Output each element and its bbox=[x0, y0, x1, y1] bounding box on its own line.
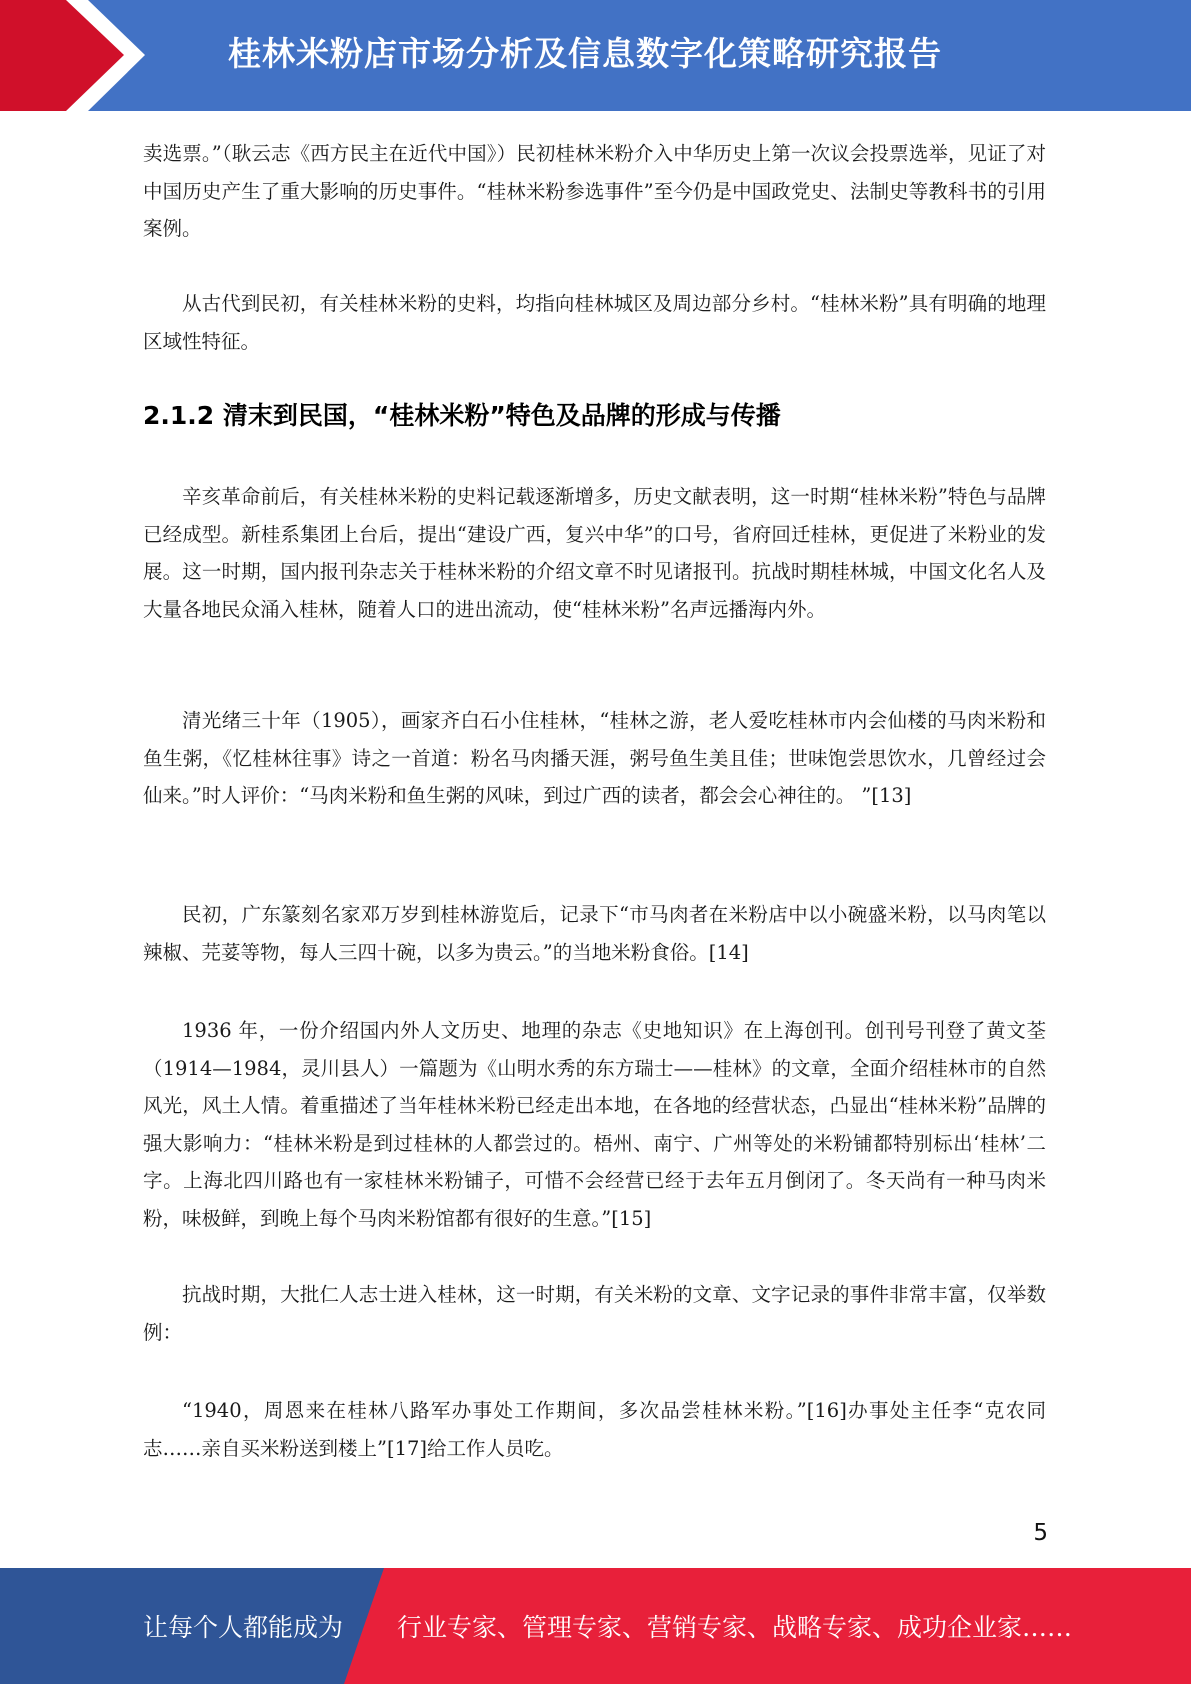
paragraph-brand-formation: 辛亥革命前后，有关桂林米粉的史料记载逐渐增多，历史文献表明，这一时期“桂林米粉”特色与品牌已经成型。新桂系集团上台后，提出“建设广西，复兴中华”的口号，省府回迁桂林，更促进了米粉业的发展。这一时期，国内报刊杂志关于桂林米粉的介绍文章不时见诸报刊。抗战时期桂林城，中国文化名人及大量各地民众涌入桂林，随着人口的进出流动，使“桂林米粉”名声远播海内外。 bbox=[143, 485, 1046, 621]
paragraph-deng-wansui: 民初，广东篆刻名家邓万岁到桂林游览后，记录下“市马肉者在米粉店中以小碗盛米粉，以马肉笔以辣椒、芫荽等物，每人三四十碗，以多为贵云。”的当地米粉食俗。[14] bbox=[143, 903, 1046, 964]
page-header bbox=[0, 0, 1191, 111]
paragraph-history-geography-magazine: 1936 年，一份介绍国内外人文历史、地理的杂志《史地知识》在上海创刊。创刊号刊登了黄文荃（1914—1984，灵川县人）一篇题为《山明水秀的东方瑞士——桂林》的文章，全面介绍桂林市的自然风光，风土人情。着重描述了当年桂林米粉已经走出本地，在各地的经营状态，凸显出“桂林米粉”品牌的强大影响力：“桂林米粉是到过桂林的人都尝过的。梧州、南宁、广州等处的米粉铺都特别标出‘桂林’二字。上海北四川路也有一家桂林米粉铺子，可惜不会经营已经于去年五月倒闭了。冬天尚有一种马肉米粉，味极鲜，到晚上每个马肉米粉馆都有很好的生意。”[15] bbox=[143, 1019, 1046, 1230]
section-heading: 2.1.2 清末到民国，“桂林米粉”特色及品牌的形成与传播 bbox=[143, 401, 781, 430]
footer-slogan-right: 行业专家、管理专家、营销专家、战略专家、成功企业家…… bbox=[397, 1613, 1073, 1642]
page-number: 5 bbox=[1033, 1520, 1048, 1546]
paragraph-voting-event: 卖选票。”（耿云志《西方民主在近代中国》）民初桂林米粉介入中华历史上第一次议会投票选举，见证了对中国历史产生了重大影响的历史事件。“桂林米粉参选事件”至今仍是中国政党史、法制史等教科书的引用案例。 bbox=[143, 142, 1046, 240]
paragraph-zhou-enlai: “1940，周恩来在桂林八路军办事处工作期间，多次品尝桂林米粉。”[16]办事处主任李“克农同志……亲自买米粉送到楼上”[17]给工作人员吃。 bbox=[143, 1399, 1046, 1460]
paragraph-qi-baishi: 清光绪三十年（1905），画家齐白石小住桂林，“桂林之游，老人爱吃桂林市内会仙楼的马肉米粉和鱼生粥，《忆桂林往事》诗之一首道：粉名马肉播天涯，粥号鱼生美且佳；世味饱尝思饮水，几曾经过会仙来。”时人评价：“马肉米粉和鱼生粥的风味，到过广西的读者，都会会心神往的。 ”[13] bbox=[143, 709, 1046, 807]
report-title: 桂林米粉店市场分析及信息数字化策略研究报告 bbox=[228, 34, 942, 73]
paragraph-wartime: 抗战时期，大批仁人志士进入桂林，这一时期，有关米粉的文章、文字记录的事件非常丰富，仅举数例： bbox=[143, 1283, 1046, 1344]
footer-slogan-left: 让每个人都能成为 bbox=[143, 1613, 344, 1642]
header-arrow-decoration bbox=[0, 0, 160, 111]
paragraph-regional-feature: 从古代到民初，有关桂林米粉的史料，均指向桂林城区及周边部分乡村。“桂林米粉”具有明确的地理区域性特征。 bbox=[143, 292, 1046, 353]
page-footer bbox=[0, 1568, 1191, 1684]
